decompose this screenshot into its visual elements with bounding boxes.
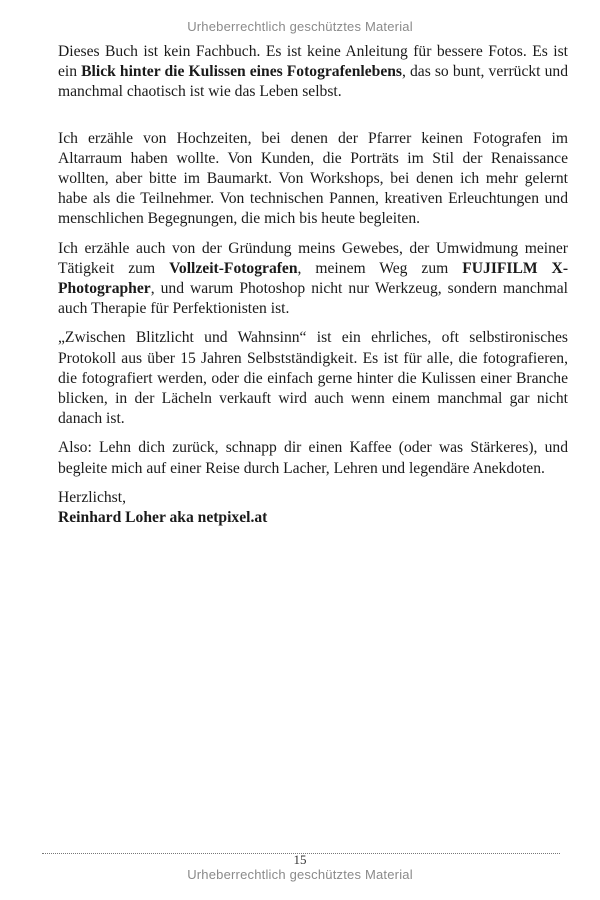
page-body: [58, 42, 568, 528]
signature-block: [58, 488, 568, 528]
author-name: [58, 508, 568, 528]
author-bold: Reinhard Loher aka netpixel.at: [58, 509, 268, 527]
greeting: Herzlichst,: [58, 488, 126, 506]
text-span: , meinem Weg zum: [297, 259, 463, 277]
paragraph-intro: [58, 42, 568, 103]
paragraph-protocol: „Zwischen Blitzlicht und Wahnsinn“ ist ein ehrliches, oft selbstironisches Protokoll aus über 15 Jahren Selbstständigkeit. Es ist für alle, die fotografieren, die fotografiert werden, oder die einfach gerne hinter die Kulissen einer Branche blicken, in der Lächeln verkauft wird auch wenn einem manchmal gar nicht danach ist.: [58, 329, 568, 428]
watermark-bottom: Urheberrechtlich geschütztes Material: [187, 867, 413, 882]
bold-phrase: FUJIFILM X-Photographer: [58, 259, 569, 298]
paragraph-career: [58, 239, 568, 320]
paragraph-stories: Ich erzähle von Hochzeiten, bei denen der Pfarrer keinen Fotografen im Altarraum haben wollte. Von Kunden, die Porträts im Stil der Renaissance wollten, aber bitte im Baumarkt. Von Workshops, bei denen ich mehr gelernt habe als die Teilnehmer. Von technischen Pannen, kreativen Erleuchtungen und menschlichen Begegnungen, die mich bis heute begleiten.: [58, 129, 568, 228]
bold-phrase: Blick hinter die Kulissen eines Fotografenlebens: [81, 63, 402, 81]
bold-phrase: Vollzeit-Fotografen: [169, 259, 298, 277]
text-span: Ich erzähle auch von der Gründung meins Gewebes, der Umwidmung meiner Tätigkeit zum: [58, 239, 568, 277]
text-span: , und warum Photoshop nicht nur Werkzeug, sondern manchmal auch Therapie für Perfektionisten ist.: [58, 280, 568, 318]
page-number: 15: [293, 852, 307, 867]
watermark-top: Urheberrechtlich geschütztes Material: [187, 19, 413, 34]
text-span: , das so bunt, verrückt und manchmal chaotisch ist wie das Leben selbst.: [58, 63, 568, 101]
text-span: Dieses Buch ist kein Fachbuch. Es ist keine Anleitung für bessere Fotos. Es ist ein: [58, 43, 568, 81]
paragraph-invitation: Also: Lehn dich zurück, schnapp dir einen Kaffee (oder was Stärkeres), und begleite mich auf einer Reise durch Lacher, Lehren und legendäre Anekdoten.: [58, 439, 568, 477]
